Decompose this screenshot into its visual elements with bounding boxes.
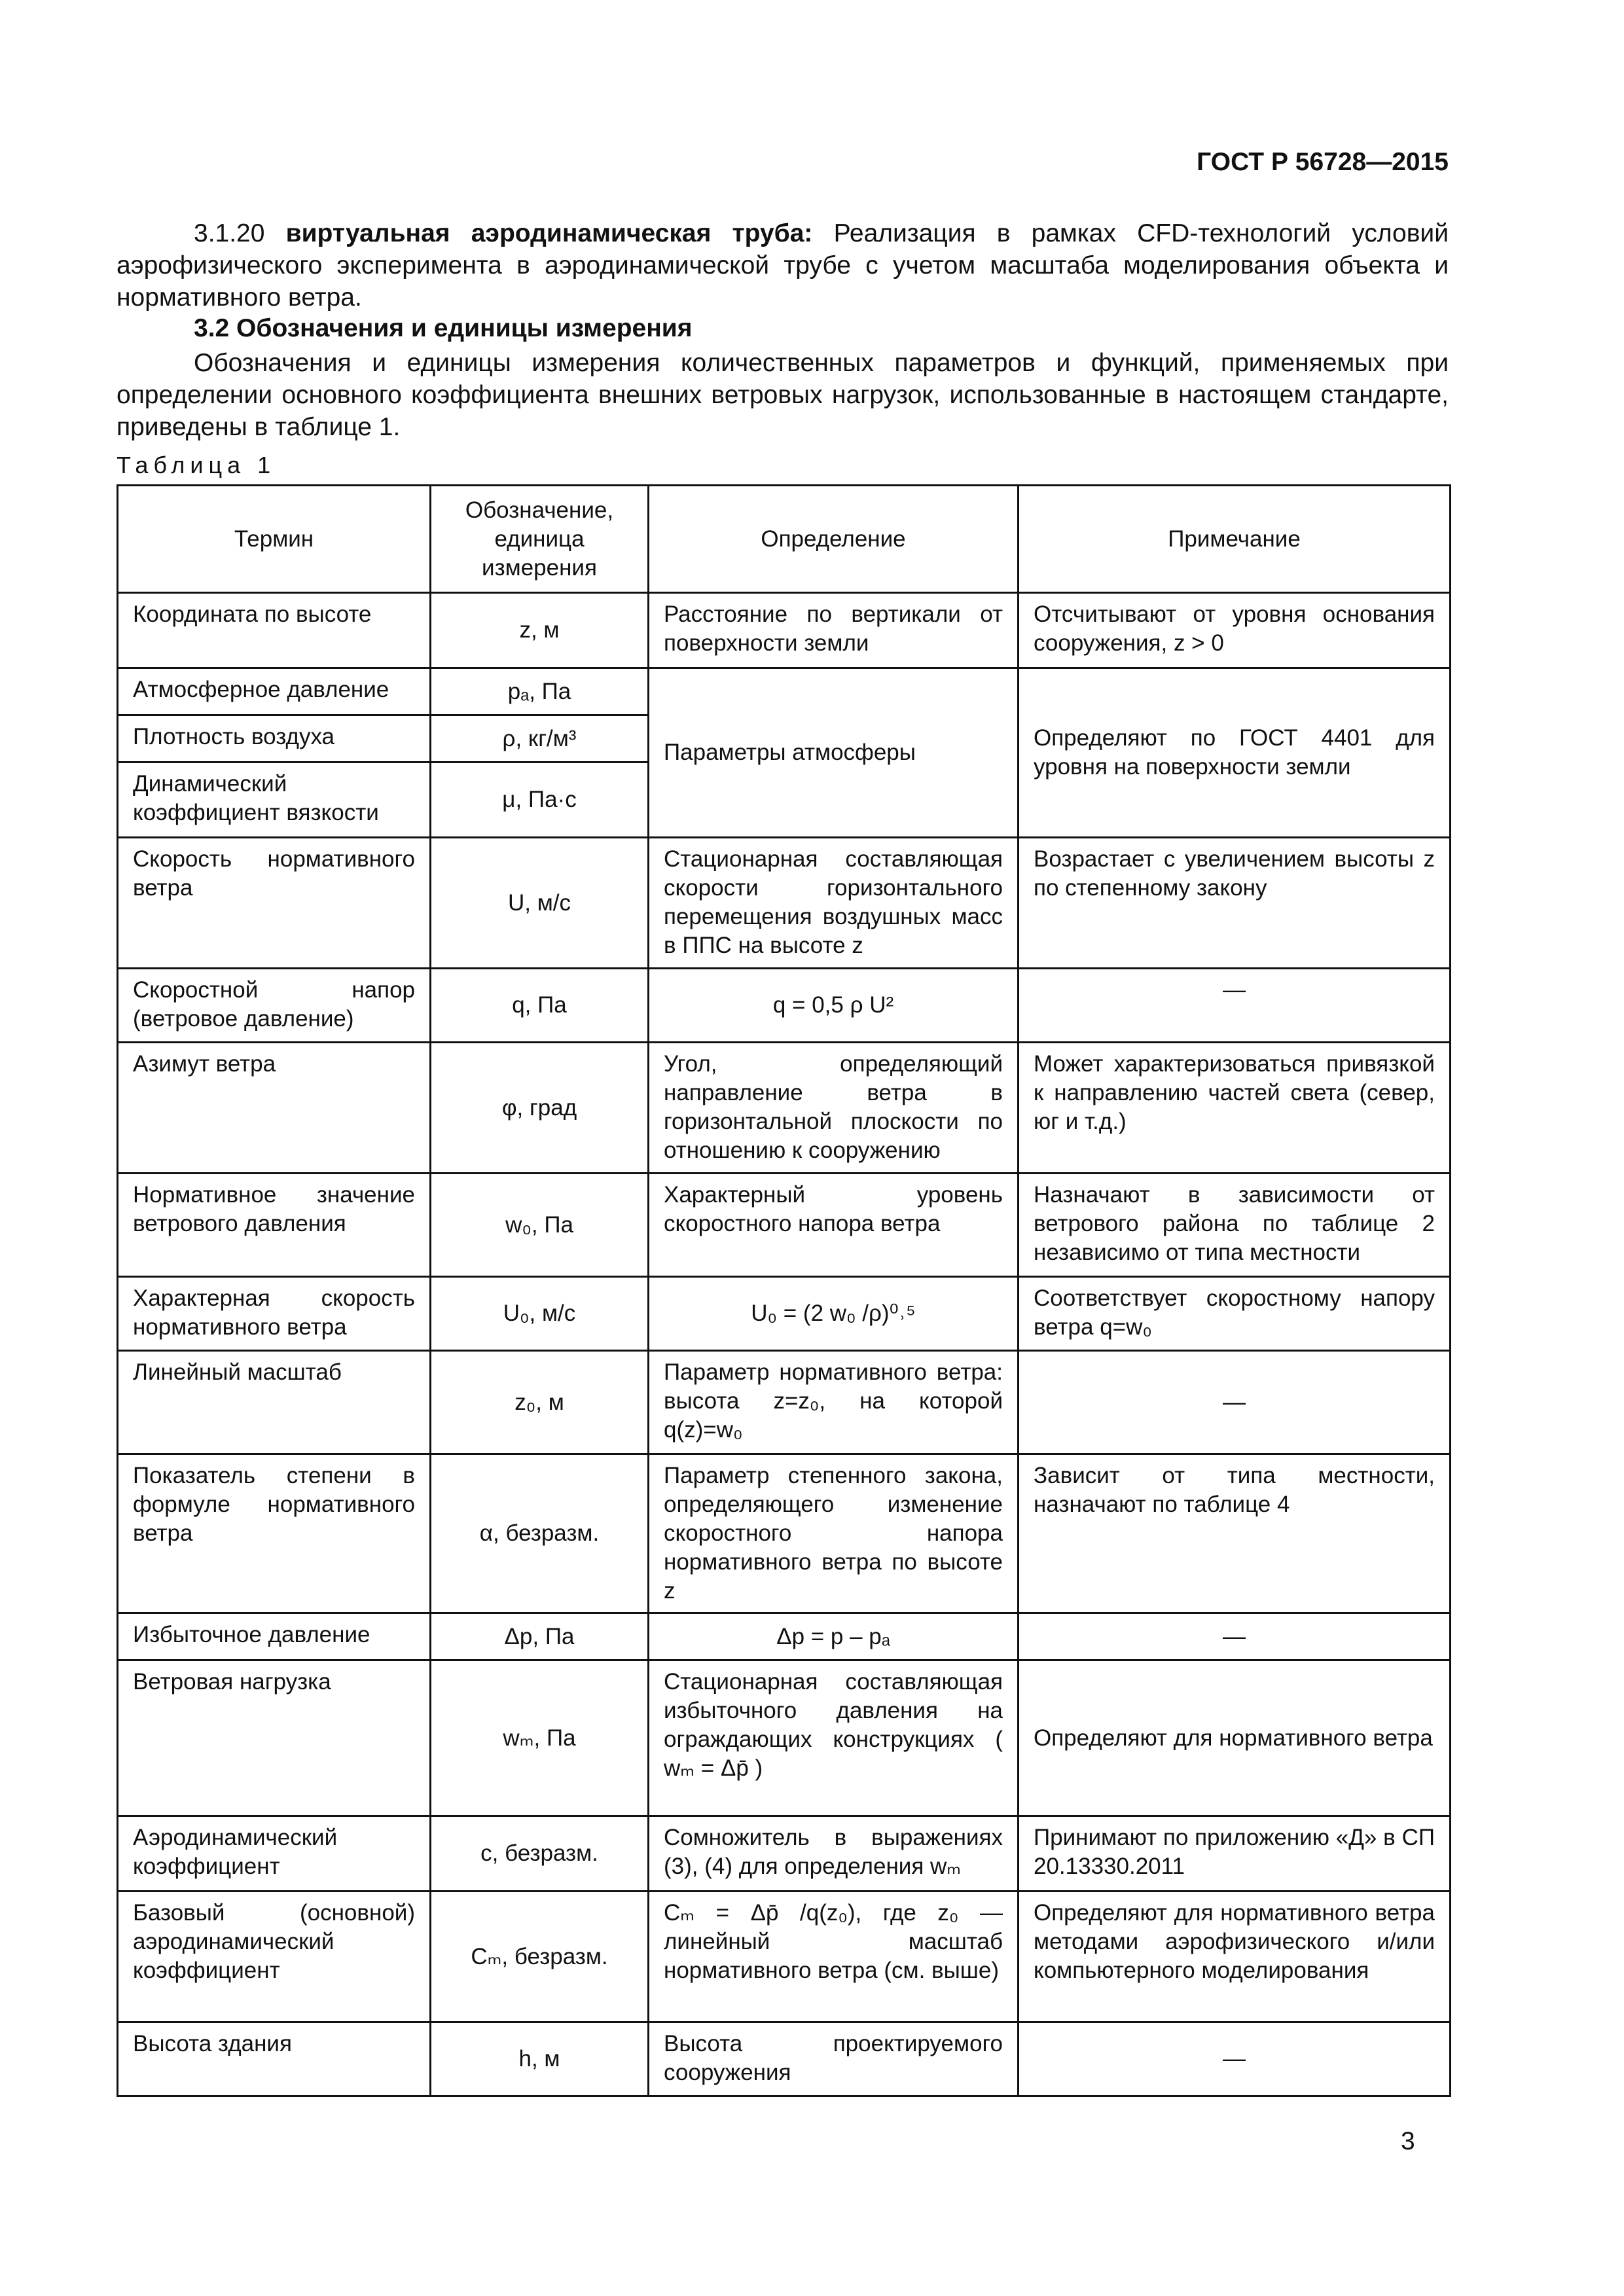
- row-symbol: q, Па: [431, 969, 649, 1043]
- row-note: Возрастает с увеличением высоты z по степенному закону: [1019, 838, 1451, 969]
- header-definition: Определение: [649, 486, 1019, 593]
- table-caption: Таблица 1: [117, 452, 276, 478]
- row-note: Определяют для нормативного ветра: [1019, 1660, 1451, 1816]
- table-row: [118, 1043, 1451, 1174]
- row-symbol: pₐ, Па: [431, 668, 649, 715]
- row-note: —: [1019, 969, 1451, 1043]
- section-heading: 3.2 Обозначения и единицы измерения: [194, 314, 693, 342]
- table-row: [118, 1816, 1451, 1892]
- term-definition: Реализация в рамках CFD-технологий условий аэрофизического эксперимента в аэродинамической трубе с учетом масштаба моделирования объекта и нормативного ветра.: [117, 219, 1449, 312]
- term-name: виртуальная аэродинамическая труба:: [285, 219, 813, 247]
- page-number: 3: [1401, 2127, 1415, 2155]
- row-symbol: μ, Па·с: [431, 762, 649, 838]
- row-note: Определяют для нормативного ветра методами аэрофизического и/или компьютерного моделирования: [1019, 1892, 1451, 2022]
- row-definition: Характерный уровень скоростного напора ветра: [649, 1174, 1019, 1277]
- row-note: —: [1019, 2022, 1451, 2096]
- row-term: Скорость нормативного ветра: [118, 838, 431, 969]
- row-symbol: φ, град: [431, 1043, 649, 1174]
- row-term: Скоростной напор (ветровое давление): [118, 969, 431, 1043]
- row-note: —: [1019, 1351, 1451, 1454]
- row-symbol: w₀, Па: [431, 1174, 649, 1277]
- table-header-row: [118, 486, 1451, 593]
- table-row: [118, 969, 1451, 1043]
- row-term: Линейный масштаб: [118, 1351, 431, 1454]
- row-term: Ветровая нагрузка: [118, 1660, 431, 1816]
- header-symbol: Обозначение, единица измерения: [431, 486, 649, 593]
- row-symbol: c, безразм.: [431, 1816, 649, 1892]
- table-row: [118, 2022, 1451, 2096]
- table-row: [118, 1277, 1451, 1351]
- table-row: [118, 1174, 1451, 1277]
- row-definition: Высота проектируемого сооружения: [649, 2022, 1019, 2096]
- row-definition: q = 0,5 ρ U²: [649, 969, 1019, 1043]
- row-term: Нормативное значение ветрового давления: [118, 1174, 431, 1277]
- table-row: [118, 1613, 1451, 1660]
- row-note: Отсчитывают от уровня основания сооружения, z > 0: [1019, 593, 1451, 668]
- row-symbol: z, м: [431, 593, 649, 668]
- row-definition: Стационарная составляющая избыточного давления на ограждающих конструкциях ( wₘ = Δp̄ ): [649, 1660, 1019, 1816]
- row-note: Назначают в зависимости от ветрового района по таблице 2 независимо от типа местности: [1019, 1174, 1451, 1277]
- header-note: Примечание: [1019, 486, 1451, 593]
- row-symbol: Cₘ, безразм.: [431, 1892, 649, 2022]
- row-definition: Расстояние по вертикали от поверхности земли: [649, 593, 1019, 668]
- row-term: Показатель степени в формуле нормативного ветра: [118, 1454, 431, 1613]
- table-row: [118, 593, 1451, 668]
- row-definition: Параметры атмосферы: [649, 668, 1019, 838]
- row-term: Атмосферное давление: [118, 668, 431, 715]
- row-term: Аэродинамический коэффициент: [118, 1816, 431, 1892]
- table-row: [118, 668, 1451, 715]
- header-term: Термин: [118, 486, 431, 593]
- row-symbol: U, м/с: [431, 838, 649, 969]
- row-symbol: α, безразм.: [431, 1454, 649, 1613]
- row-note: —: [1019, 1613, 1451, 1660]
- row-definition: Стационарная составляющая скорости горизонтального перемещения воздушных масс в ППС на высоте z: [649, 838, 1019, 969]
- row-definition: Угол, определяющий направление ветра в горизонтальной плоскости по отношению к сооружению: [649, 1043, 1019, 1174]
- row-term: Избыточное давление: [118, 1613, 431, 1660]
- row-symbol: U₀, м/с: [431, 1277, 649, 1351]
- row-term: Координата по высоте: [118, 593, 431, 668]
- row-note: Принимают по приложению «Д» в СП 20.13330.2011: [1019, 1816, 1451, 1892]
- section-text: Обозначения и единицы измерения количественных параметров и функций, применяемых при определении основного коэффициента внешних ветровых нагрузок, использованные в настоящем стандарте, приведены в таблице 1.: [117, 349, 1449, 441]
- row-definition: Cₘ = Δp̄ /q(z₀), где z₀ — линейный масштаб нормативного ветра (см. выше): [649, 1892, 1019, 2022]
- row-note: Зависит от типа местности, назначают по таблице 4: [1019, 1454, 1451, 1613]
- row-term: Плотность воздуха: [118, 715, 431, 762]
- row-note: Соответствует скоростному напору ветра q=w₀: [1019, 1277, 1451, 1351]
- table-row: [118, 1351, 1451, 1454]
- row-term: Базовый (основной) аэродинамический коэффициент: [118, 1892, 431, 2022]
- row-definition: Сомножитель в выражениях (3), (4) для определения wₘ: [649, 1816, 1019, 1892]
- row-definition: Параметр степенного закона, определяющего изменение скоростного напора нормативного ветра по высоте z: [649, 1454, 1019, 1613]
- row-note: Определяют по ГОСТ 4401 для уровня на поверхности земли: [1019, 668, 1451, 838]
- table-row: [118, 1892, 1451, 2022]
- row-term: Динамический коэффициент вязкости: [118, 762, 431, 838]
- row-definition: Δp = p – pₐ: [649, 1613, 1019, 1660]
- row-symbol: h, м: [431, 2022, 649, 2096]
- document-code: ГОСТ Р 56728—2015: [1197, 148, 1449, 176]
- term-number: 3.1.20: [194, 219, 265, 247]
- row-symbol: ρ, кг/м³: [431, 715, 649, 762]
- table-row: [118, 838, 1451, 969]
- row-definition: U₀ = (2 w₀ /ρ)⁰˒⁵: [649, 1277, 1019, 1351]
- row-symbol: Δp, Па: [431, 1613, 649, 1660]
- row-term: Характерная скорость нормативного ветра: [118, 1277, 431, 1351]
- table-row: [118, 1454, 1451, 1613]
- term-3-1-20: [117, 217, 1449, 314]
- row-definition: Параметр нормативного ветра: высота z=z₀, на которой q(z)=w₀: [649, 1351, 1019, 1454]
- table-row: [118, 1660, 1451, 1816]
- row-term: Высота здания: [118, 2022, 431, 2096]
- row-symbol: z₀, м: [431, 1351, 649, 1454]
- symbols-table: [117, 484, 1451, 2097]
- row-term: Азимут ветра: [118, 1043, 431, 1174]
- row-symbol: wₘ, Па: [431, 1660, 649, 1816]
- row-note: Может характеризоваться привязкой к направлению частей света (север, юг и т.д.): [1019, 1043, 1451, 1174]
